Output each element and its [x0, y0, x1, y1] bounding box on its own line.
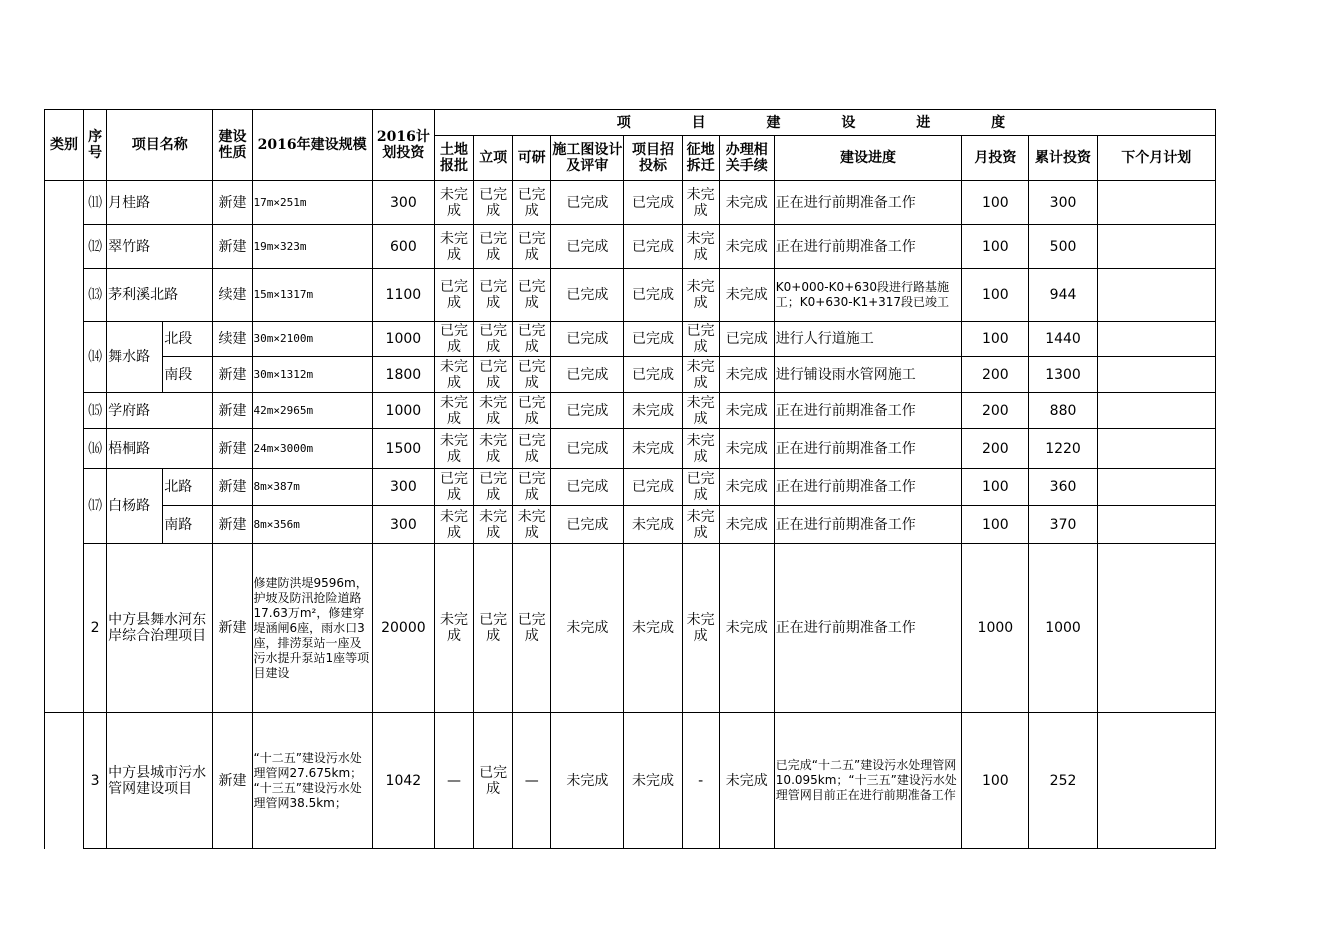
- cumulative-cell: 360: [1029, 469, 1097, 506]
- monthly-cell: 100: [962, 225, 1029, 269]
- project-name-cell: 白杨路: [107, 469, 163, 544]
- cumulative-cell: 1300: [1029, 357, 1097, 393]
- header-cumulative: 累计投资: [1029, 136, 1097, 181]
- nature-cell: 新建: [213, 357, 252, 393]
- seq-cell: ⒀: [84, 269, 107, 322]
- sub-section-cell: 北路: [163, 469, 213, 506]
- status-cell: K0+000-K0+630段进行路基施工；K0+630-K1+317段已竣工: [774, 269, 961, 322]
- plan-cell: 1000: [372, 322, 434, 357]
- header-plan-investment: 2016计划投资: [372, 110, 434, 181]
- design-cell: 已完成: [551, 357, 624, 393]
- plan-cell: 300: [372, 469, 434, 506]
- monthly-cell: 200: [962, 429, 1029, 469]
- procedures-cell: 未完成: [719, 469, 774, 506]
- header-design: 施工图设计及评审: [551, 136, 624, 181]
- feasibility-cell: —: [513, 713, 551, 849]
- project-name-cell: 中方县舞水河东岸综合治理项目: [107, 544, 213, 713]
- status-cell: 正在进行前期准备工作: [774, 429, 961, 469]
- next-plan-cell: [1097, 322, 1215, 357]
- seq-cell: ⑾: [84, 181, 107, 225]
- next-plan-cell: [1097, 181, 1215, 225]
- nature-cell: 新建: [213, 429, 252, 469]
- plan-cell: 1800: [372, 357, 434, 393]
- cumulative-cell: 1220: [1029, 429, 1097, 469]
- nature-cell: 新建: [213, 393, 252, 429]
- land-cell: 已完成: [434, 322, 473, 357]
- next-plan-cell: [1097, 225, 1215, 269]
- plan-cell: 300: [372, 506, 434, 544]
- scale-cell: 15m×1317m: [252, 269, 372, 322]
- demolition-cell: 未完成: [682, 269, 719, 322]
- demolition-cell: 未完成: [682, 429, 719, 469]
- plan-cell: 1042: [372, 713, 434, 849]
- header-progress-group: 项 目 建 设 进 度: [434, 110, 1215, 136]
- approval-cell: 已完成: [474, 544, 513, 713]
- sub-section-cell: 南段: [163, 357, 213, 393]
- land-cell: 未完成: [434, 544, 473, 713]
- design-cell: 已完成: [551, 393, 624, 429]
- procedures-cell: 未完成: [719, 393, 774, 429]
- demolition-cell: 未完成: [682, 393, 719, 429]
- table-row: [45, 506, 1216, 544]
- table-row: [45, 225, 1216, 269]
- header-feasibility: 可研: [513, 136, 551, 181]
- cumulative-cell: 1440: [1029, 322, 1097, 357]
- monthly-cell: 1000: [962, 544, 1029, 713]
- land-cell: 未完成: [434, 506, 473, 544]
- plan-cell: 20000: [372, 544, 434, 713]
- cumulative-cell: 370: [1029, 506, 1097, 544]
- scale-cell: 8m×356m: [252, 506, 372, 544]
- nature-cell: 续建: [213, 322, 252, 357]
- procedures-cell: 未完成: [719, 506, 774, 544]
- design-cell: 已完成: [551, 469, 624, 506]
- procedures-cell: 已完成: [719, 322, 774, 357]
- header-approval: 立项: [474, 136, 513, 181]
- design-cell: 已完成: [551, 269, 624, 322]
- table-row: [45, 713, 1216, 849]
- demolition-cell: 未完成: [682, 506, 719, 544]
- header-land: 土地报批: [434, 136, 473, 181]
- land-cell: 已完成: [434, 269, 473, 322]
- feasibility-cell: 已完成: [513, 393, 551, 429]
- land-cell: 未完成: [434, 181, 473, 225]
- table-row: [45, 469, 1216, 506]
- feasibility-cell: 未完成: [513, 506, 551, 544]
- approval-cell: 已完成: [474, 469, 513, 506]
- table-row: [45, 322, 1216, 357]
- table-row: [45, 181, 1216, 225]
- header-status: 建设进度: [774, 136, 961, 181]
- scale-cell: 修建防洪堤9596m，护坡及防汛抢险道路17.63万m²，修建穿堤涵闸6座，雨水口3座，排涝泵站一座及污水提升泵站1座等项目建设: [252, 544, 372, 713]
- project-name-cell: 茅利溪北路: [107, 269, 213, 322]
- demolition-cell: 未完成: [682, 225, 719, 269]
- feasibility-cell: 已完成: [513, 429, 551, 469]
- approval-cell: 已完成: [474, 181, 513, 225]
- header-monthly: 月投资: [962, 136, 1029, 181]
- header-nature: 建设性质: [213, 110, 252, 181]
- project-name-cell: 舞水路: [107, 322, 163, 393]
- bidding-cell: 已完成: [624, 269, 682, 322]
- category-cell: [45, 713, 84, 849]
- monthly-cell: 100: [962, 181, 1029, 225]
- feasibility-cell: 已完成: [513, 269, 551, 322]
- procedures-cell: 未完成: [719, 181, 774, 225]
- land-cell: 未完成: [434, 393, 473, 429]
- monthly-cell: 200: [962, 393, 1029, 429]
- approval-cell: 已完成: [474, 713, 513, 849]
- sub-section-cell: 南路: [163, 506, 213, 544]
- procedures-cell: 未完成: [719, 357, 774, 393]
- bidding-cell: 已完成: [624, 357, 682, 393]
- procedures-cell: 未完成: [719, 713, 774, 849]
- plan-cell: 1000: [372, 393, 434, 429]
- next-plan-cell: [1097, 469, 1215, 506]
- status-cell: 进行人行道施工: [774, 322, 961, 357]
- monthly-cell: 100: [962, 322, 1029, 357]
- header-scale: 2016年建设规模: [252, 110, 372, 181]
- sub-section-cell: 北段: [163, 322, 213, 357]
- plan-cell: 600: [372, 225, 434, 269]
- land-cell: 未完成: [434, 357, 473, 393]
- cumulative-cell: 500: [1029, 225, 1097, 269]
- table-row: [45, 269, 1216, 322]
- design-cell: 已完成: [551, 429, 624, 469]
- approval-cell: 未完成: [474, 506, 513, 544]
- project-name-cell: 学府路: [107, 393, 213, 429]
- nature-cell: 新建: [213, 506, 252, 544]
- design-cell: 已完成: [551, 322, 624, 357]
- project-name-cell: 月桂路: [107, 181, 213, 225]
- nature-cell: 新建: [213, 181, 252, 225]
- procedures-cell: 未完成: [719, 429, 774, 469]
- bidding-cell: 已完成: [624, 225, 682, 269]
- seq-cell: ⒄: [84, 469, 107, 544]
- land-cell: 已完成: [434, 469, 473, 506]
- nature-cell: 新建: [213, 469, 252, 506]
- scale-cell: 19m×323m: [252, 225, 372, 269]
- nature-cell: 续建: [213, 269, 252, 322]
- category-cell: [45, 181, 84, 713]
- project-name-cell: 中方县城市污水管网建设项目: [107, 713, 213, 849]
- table-row: [45, 544, 1216, 713]
- land-cell: 未完成: [434, 225, 473, 269]
- bidding-cell: 未完成: [624, 393, 682, 429]
- monthly-cell: 200: [962, 357, 1029, 393]
- demolition-cell: 未完成: [682, 181, 719, 225]
- approval-cell: 已完成: [474, 225, 513, 269]
- design-cell: 已完成: [551, 181, 624, 225]
- cumulative-cell: 252: [1029, 713, 1097, 849]
- header-bidding: 项目招投标: [624, 136, 682, 181]
- approval-cell: 已完成: [474, 269, 513, 322]
- monthly-cell: 100: [962, 713, 1029, 849]
- demolition-cell: -: [682, 713, 719, 849]
- scale-cell: 8m×387m: [252, 469, 372, 506]
- status-cell: 正在进行前期准备工作: [774, 393, 961, 429]
- procedures-cell: 未完成: [719, 225, 774, 269]
- plan-cell: 1500: [372, 429, 434, 469]
- project-name-cell: 梧桐路: [107, 429, 213, 469]
- monthly-cell: 100: [962, 506, 1029, 544]
- header-seq: 序号: [84, 110, 107, 181]
- status-cell: 正在进行前期准备工作: [774, 506, 961, 544]
- demolition-cell: 未完成: [682, 357, 719, 393]
- bidding-cell: 未完成: [624, 429, 682, 469]
- feasibility-cell: 已完成: [513, 357, 551, 393]
- seq-cell: ⒁: [84, 322, 107, 393]
- header-project-name: 项目名称: [107, 110, 213, 181]
- bidding-cell: 已完成: [624, 181, 682, 225]
- scale-cell: “十二五”建设污水处理管网27.675km； “十三五”建设污水处理管网38.5km；: [252, 713, 372, 849]
- seq-cell: ⒂: [84, 393, 107, 429]
- cumulative-cell: 300: [1029, 181, 1097, 225]
- project-name-cell: 翠竹路: [107, 225, 213, 269]
- scale-cell: 42m×2965m: [252, 393, 372, 429]
- design-cell: 未完成: [551, 713, 624, 849]
- cumulative-cell: 880: [1029, 393, 1097, 429]
- scale-cell: 17m×251m: [252, 181, 372, 225]
- design-cell: 未完成: [551, 544, 624, 713]
- land-cell: —: [434, 713, 473, 849]
- feasibility-cell: 已完成: [513, 322, 551, 357]
- demolition-cell: 未完成: [682, 544, 719, 713]
- table-row: [45, 393, 1216, 429]
- next-plan-cell: [1097, 506, 1215, 544]
- next-plan-cell: [1097, 393, 1215, 429]
- procedures-cell: 未完成: [719, 269, 774, 322]
- feasibility-cell: 已完成: [513, 181, 551, 225]
- plan-cell: 300: [372, 181, 434, 225]
- nature-cell: 新建: [213, 713, 252, 849]
- bidding-cell: 未完成: [624, 506, 682, 544]
- cumulative-cell: 944: [1029, 269, 1097, 322]
- header-category: 类别: [45, 110, 84, 181]
- approval-cell: 已完成: [474, 357, 513, 393]
- project-progress-table: [44, 109, 1216, 849]
- demolition-cell: 已完成: [682, 469, 719, 506]
- plan-cell: 1100: [372, 269, 434, 322]
- next-plan-cell: [1097, 429, 1215, 469]
- header-procedures: 办理相关手续: [719, 136, 774, 181]
- bidding-cell: 未完成: [624, 544, 682, 713]
- approval-cell: 未完成: [474, 429, 513, 469]
- approval-cell: 未完成: [474, 393, 513, 429]
- next-plan-cell: [1097, 544, 1215, 713]
- bidding-cell: 已完成: [624, 322, 682, 357]
- seq-cell: ⑿: [84, 225, 107, 269]
- monthly-cell: 100: [962, 469, 1029, 506]
- nature-cell: 新建: [213, 225, 252, 269]
- seq-cell: 3: [84, 713, 107, 849]
- cumulative-cell: 1000: [1029, 544, 1097, 713]
- next-plan-cell: [1097, 713, 1215, 849]
- design-cell: 已完成: [551, 506, 624, 544]
- seq-cell: ⒃: [84, 429, 107, 469]
- land-cell: 未完成: [434, 429, 473, 469]
- feasibility-cell: 已完成: [513, 544, 551, 713]
- feasibility-cell: 已完成: [513, 469, 551, 506]
- header-row-1: [45, 110, 1216, 136]
- next-plan-cell: [1097, 269, 1215, 322]
- scale-cell: 30m×1312m: [252, 357, 372, 393]
- table-row: [45, 429, 1216, 469]
- status-cell: 已完成“十二五”建设污水处理管网10.095km；“十三五”建设污水处理管网目前正在进行前期准备工作: [774, 713, 961, 849]
- seq-cell: 2: [84, 544, 107, 713]
- header-next-plan: 下个月计划: [1097, 136, 1215, 181]
- table-row: [45, 357, 1216, 393]
- bidding-cell: 未完成: [624, 713, 682, 849]
- feasibility-cell: 已完成: [513, 225, 551, 269]
- status-cell: 进行铺设雨水管网施工: [774, 357, 961, 393]
- status-cell: 正在进行前期准备工作: [774, 181, 961, 225]
- nature-cell: 新建: [213, 544, 252, 713]
- bidding-cell: 已完成: [624, 469, 682, 506]
- demolition-cell: 已完成: [682, 322, 719, 357]
- scale-cell: 24m×3000m: [252, 429, 372, 469]
- scale-cell: 30m×2100m: [252, 322, 372, 357]
- next-plan-cell: [1097, 357, 1215, 393]
- status-cell: 正在进行前期准备工作: [774, 544, 961, 713]
- approval-cell: 已完成: [474, 322, 513, 357]
- design-cell: 已完成: [551, 225, 624, 269]
- procedures-cell: 未完成: [719, 544, 774, 713]
- status-cell: 正在进行前期准备工作: [774, 469, 961, 506]
- header-demolition: 征地拆迁: [682, 136, 719, 181]
- monthly-cell: 100: [962, 269, 1029, 322]
- status-cell: 正在进行前期准备工作: [774, 225, 961, 269]
